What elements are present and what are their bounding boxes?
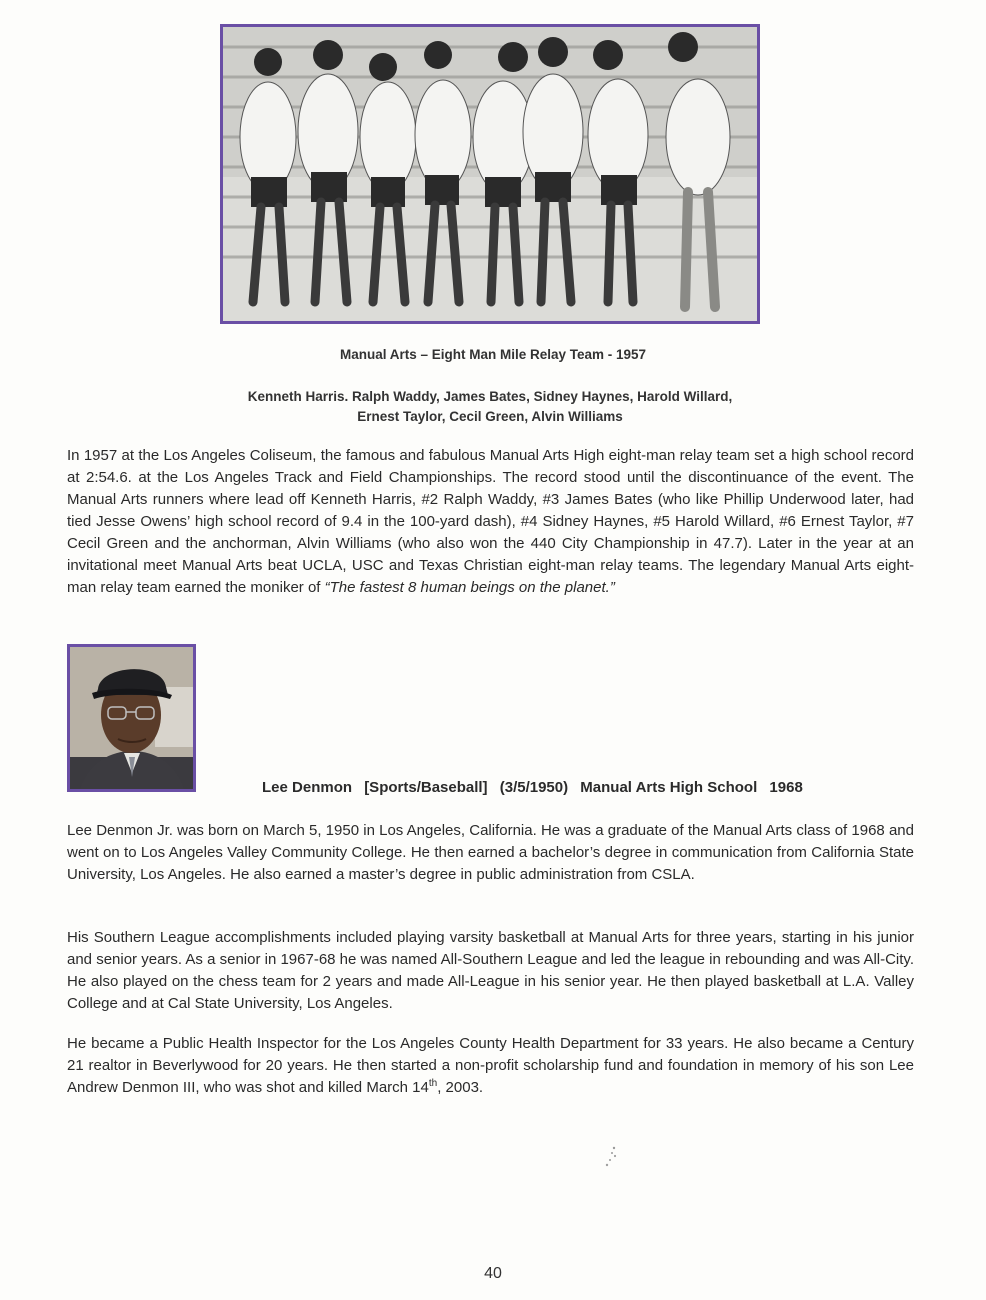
relay-paragraph-text: In 1957 at the Los Angeles Coliseum, the famous and fabulous Manual Arts High eight-man relay team set a high school record at 2:54.6. at the Los Angeles Track and Field Championships. The record stood until the discontinuance of the event. The Manual Arts runners where lead off Kenneth Harris, #2 Ralph Waddy, #3 James Bates (who like Phillip Underwood later, had tied Jesse Owens’ high school record of 9.4 in the 100-yard dash), #4 Sidney Haynes, #5 Harold Willard, #6 Ernest Taylor, #7 Cecil Green and the anchorman, Alvin Williams (who also won the 440 City Championship in 47.7). Later in the year at an invitational meet Manual Arts beat UCLA, USC and Texas Christian eight-man relay teams. The legendary Manual Arts eight-man relay team earned the moniker of <box>67 447 914 596</box>
relay-team-paragraph <box>67 445 914 599</box>
profile-heading <box>262 779 811 796</box>
relay-team-photo <box>220 24 760 324</box>
caption-names-line-1: Kenneth Harris. Ralph Waddy, James Bates, Sidney Haynes, Harold Willard, <box>247 389 733 404</box>
relay-team-photo-image <box>223 27 757 321</box>
profile-paragraph-3 <box>67 1033 914 1099</box>
profile-paragraph-1: Lee Denmon Jr. was born on March 5, 1950 in Los Angeles, California. He was a graduate of the Manual Arts class of 1968 and went on to Los Angeles Valley Community College. He then earned a bachelor’s degree in communication from California State University, Los Angeles. He also earned a master’s degree in public administration from CSLA. <box>67 822 914 883</box>
page-number: 40 <box>484 1265 502 1282</box>
profile-school: Manual Arts High School <box>580 779 758 796</box>
profile-paragraph-3-main: He became a Public Health Inspector for the Los Angeles County Health Department for 33 years. He also became a Century 21 realtor in Beverlywood for 20 years. He then started a non-profit scholarship fund and foundation in memory of his son Lee Andrew Denmon III, who was shot and killed March 14 <box>67 1035 914 1096</box>
caption-names-line-2: Ernest Taylor, Cecil Green, Alvin Williams <box>357 409 623 424</box>
relay-paragraph-quote: “The fastest 8 human beings on the planet.” <box>324 579 615 596</box>
scan-smudge-mark <box>604 1145 618 1169</box>
profile-category: [Sports/Baseball] <box>364 779 488 796</box>
profile-paragraph-3-end: , 2003. <box>437 1079 484 1096</box>
profile-paragraph-2: His Southern League accomplishments included playing varsity basketball at Manual Arts for three years, starting in his junior and senior years. As a senior in 1967-68 he was named All-Southern League and led the league in rebounding and was All-City. He also played on the chess team for 2 years and made All-League in his senior year. He then played basketball at L.A. Valley College and at Cal State University, Los Angeles. <box>67 929 914 1012</box>
photo-caption-title: Manual Arts – Eight Man Mile Relay Team - 1957 <box>339 347 647 362</box>
profile-class-year: 1968 <box>769 779 803 796</box>
lee-denmon-portrait <box>67 644 196 792</box>
photo-caption-names <box>220 387 760 427</box>
profile-birthdate: (3/5/1950) <box>499 779 569 796</box>
profile-name: Lee Denmon <box>262 779 353 796</box>
profile-paragraph-3-sup: th <box>428 1078 438 1089</box>
lee-denmon-portrait-image <box>70 647 193 789</box>
